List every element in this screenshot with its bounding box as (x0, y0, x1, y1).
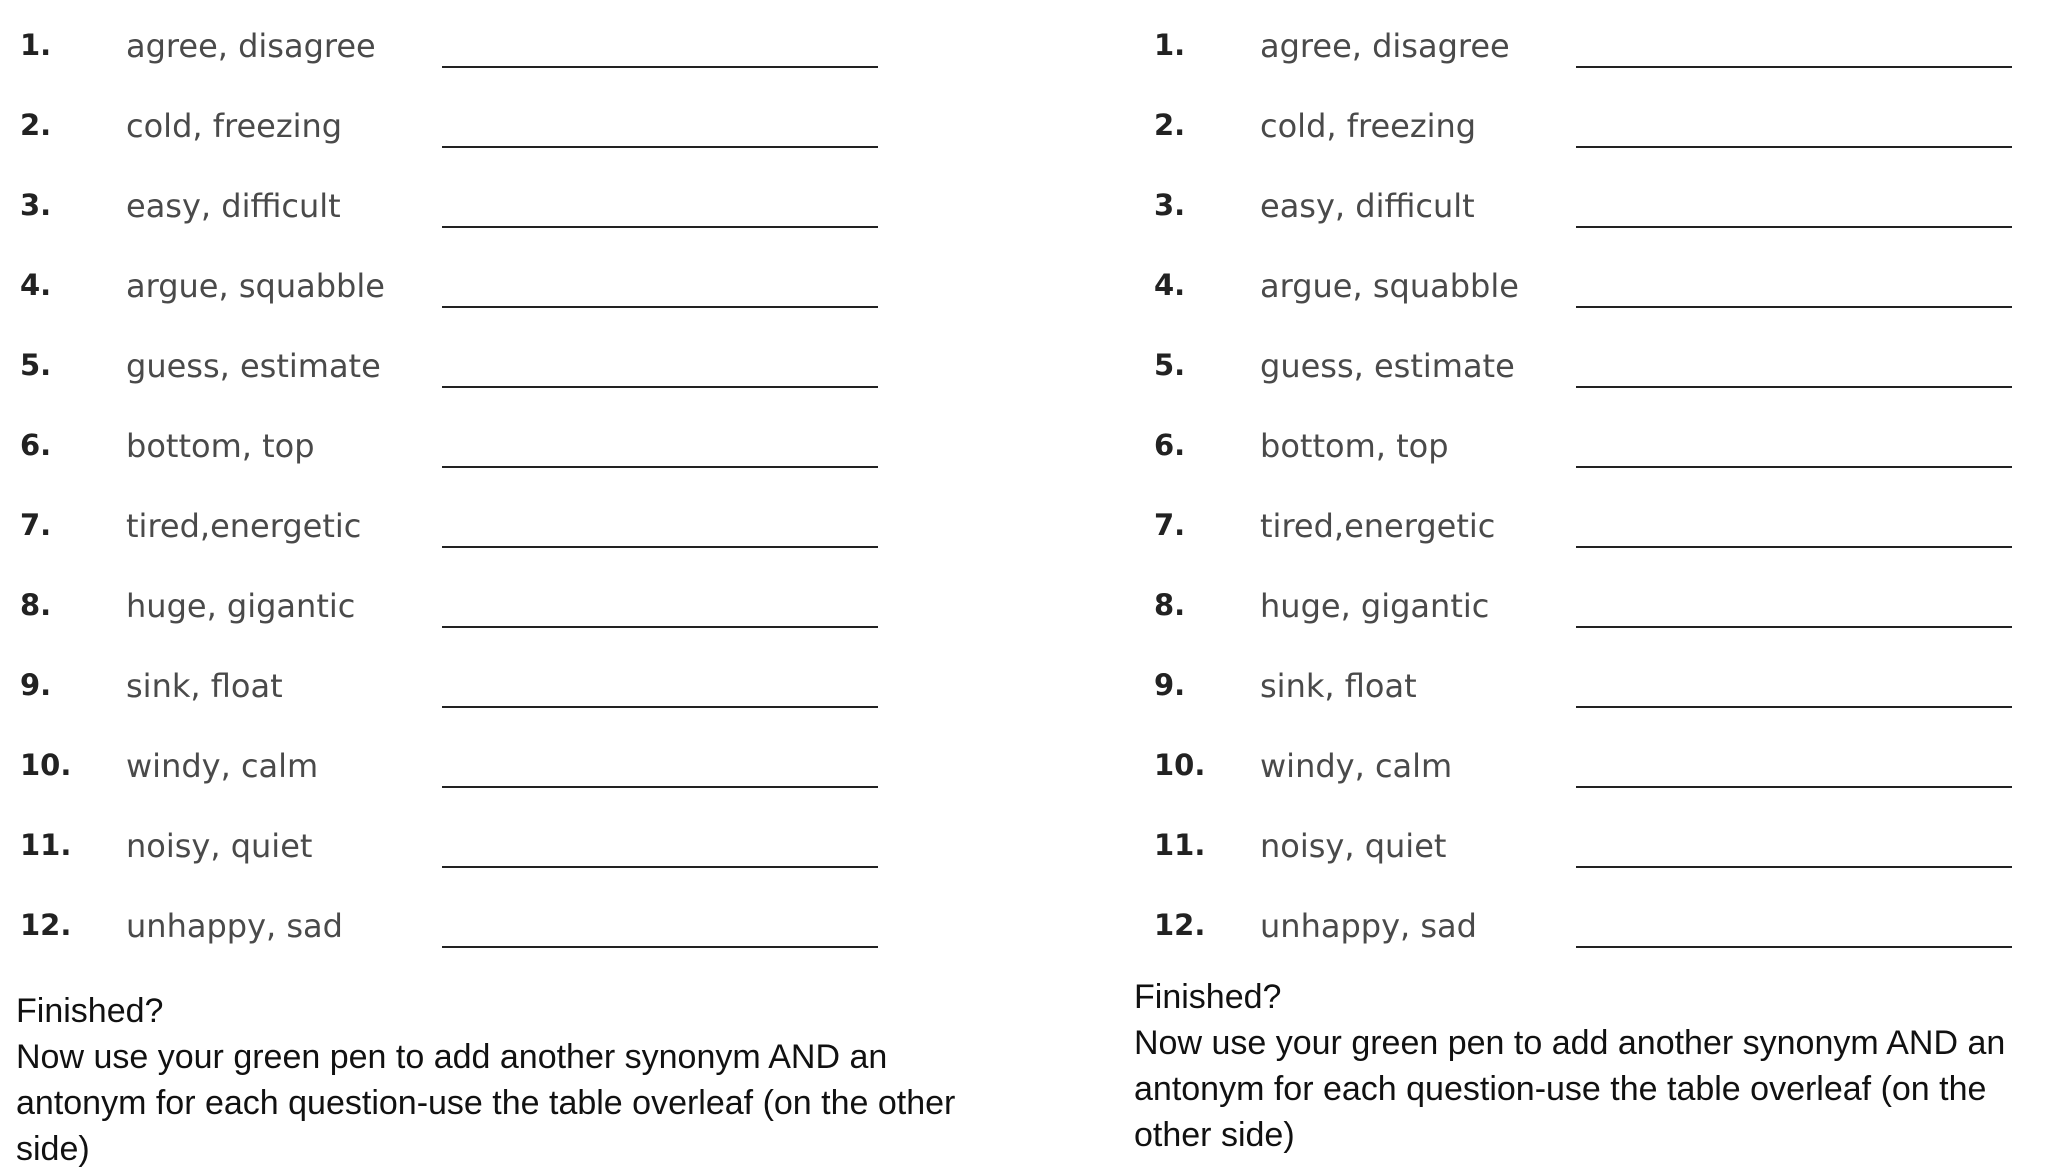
word-pair: easy, difficult (126, 187, 341, 225)
word-pair: noisy, quiet (1260, 827, 1447, 865)
word-pair: cold, freezing (126, 107, 343, 145)
question-number: 7. (20, 508, 52, 542)
question-number: 6. (1154, 428, 1186, 462)
answer-line[interactable] (442, 866, 878, 868)
answer-line[interactable] (442, 706, 878, 708)
question-number: 2. (20, 108, 52, 142)
question-number: 8. (1154, 588, 1186, 622)
finished-instruction-text: Now use your green pen to add another synonym AND an antonym for each question-use the table overleaf (on the other side) (16, 1038, 956, 1168)
word-pair: unhappy, sad (1260, 907, 1477, 945)
word-pair: agree, disagree (1260, 27, 1510, 65)
word-pair: tired,energetic (1260, 507, 1496, 545)
word-pair: cold, freezing (1260, 107, 1477, 145)
answer-line[interactable] (1576, 626, 2012, 628)
finished-instructions (1134, 974, 2034, 1158)
answer-line[interactable] (1576, 546, 2012, 548)
answer-line[interactable] (442, 786, 878, 788)
question-number: 4. (1154, 268, 1186, 302)
finished-instructions (16, 988, 1016, 1172)
question-number: 1. (20, 28, 52, 62)
question-number: 3. (20, 188, 52, 222)
finished-heading: Finished? (1134, 978, 1282, 1016)
word-pair: easy, difficult (1260, 187, 1475, 225)
answer-line[interactable] (1576, 946, 2012, 948)
answer-line[interactable] (442, 946, 878, 948)
question-number: 9. (1154, 668, 1186, 702)
answer-line[interactable] (1576, 386, 2012, 388)
question-number: 11. (20, 828, 72, 862)
answer-line[interactable] (1576, 66, 2012, 68)
word-pair: huge, gigantic (126, 587, 356, 625)
answer-line[interactable] (1576, 226, 2012, 228)
question-number: 1. (1154, 28, 1186, 62)
question-number: 9. (20, 668, 52, 702)
word-pair: noisy, quiet (126, 827, 313, 865)
question-number: 5. (20, 348, 52, 382)
answer-line[interactable] (442, 146, 878, 148)
question-number: 10. (20, 748, 72, 782)
question-number: 12. (20, 908, 72, 942)
word-pair: windy, calm (1260, 747, 1453, 785)
finished-heading: Finished? (16, 992, 164, 1030)
answer-line[interactable] (442, 626, 878, 628)
answer-line[interactable] (1576, 866, 2012, 868)
answer-line[interactable] (442, 226, 878, 228)
question-number: 4. (20, 268, 52, 302)
word-pair: bottom, top (126, 427, 315, 465)
word-pair: agree, disagree (126, 27, 376, 65)
answer-line[interactable] (1576, 786, 2012, 788)
question-number: 7. (1154, 508, 1186, 542)
answer-line[interactable] (442, 386, 878, 388)
question-number: 12. (1154, 908, 1206, 942)
word-pair: argue, squabble (1260, 267, 1519, 305)
question-number: 2. (1154, 108, 1186, 142)
word-pair: guess, estimate (1260, 347, 1515, 385)
answer-line[interactable] (1576, 706, 2012, 708)
answer-line[interactable] (1576, 466, 2012, 468)
answer-line[interactable] (1576, 306, 2012, 308)
word-pair: tired,energetic (126, 507, 362, 545)
question-number: 11. (1154, 828, 1206, 862)
answer-line[interactable] (1576, 146, 2012, 148)
answer-line[interactable] (442, 466, 878, 468)
word-pair: guess, estimate (126, 347, 381, 385)
question-number: 8. (20, 588, 52, 622)
word-pair: huge, gigantic (1260, 587, 1490, 625)
word-pair: sink, float (1260, 667, 1417, 705)
answer-line[interactable] (442, 66, 878, 68)
question-number: 5. (1154, 348, 1186, 382)
answer-line[interactable] (442, 306, 878, 308)
word-pair: bottom, top (1260, 427, 1449, 465)
answer-line[interactable] (442, 546, 878, 548)
word-pair: windy, calm (126, 747, 319, 785)
word-pair: argue, squabble (126, 267, 385, 305)
question-number: 6. (20, 428, 52, 462)
word-pair: sink, float (126, 667, 283, 705)
word-pair: unhappy, sad (126, 907, 343, 945)
finished-instruction-text: Now use your green pen to add another synonym AND an antonym for each question-use the table overleaf (on the other side) (1134, 1024, 2006, 1154)
question-number: 10. (1154, 748, 1206, 782)
question-number: 3. (1154, 188, 1186, 222)
